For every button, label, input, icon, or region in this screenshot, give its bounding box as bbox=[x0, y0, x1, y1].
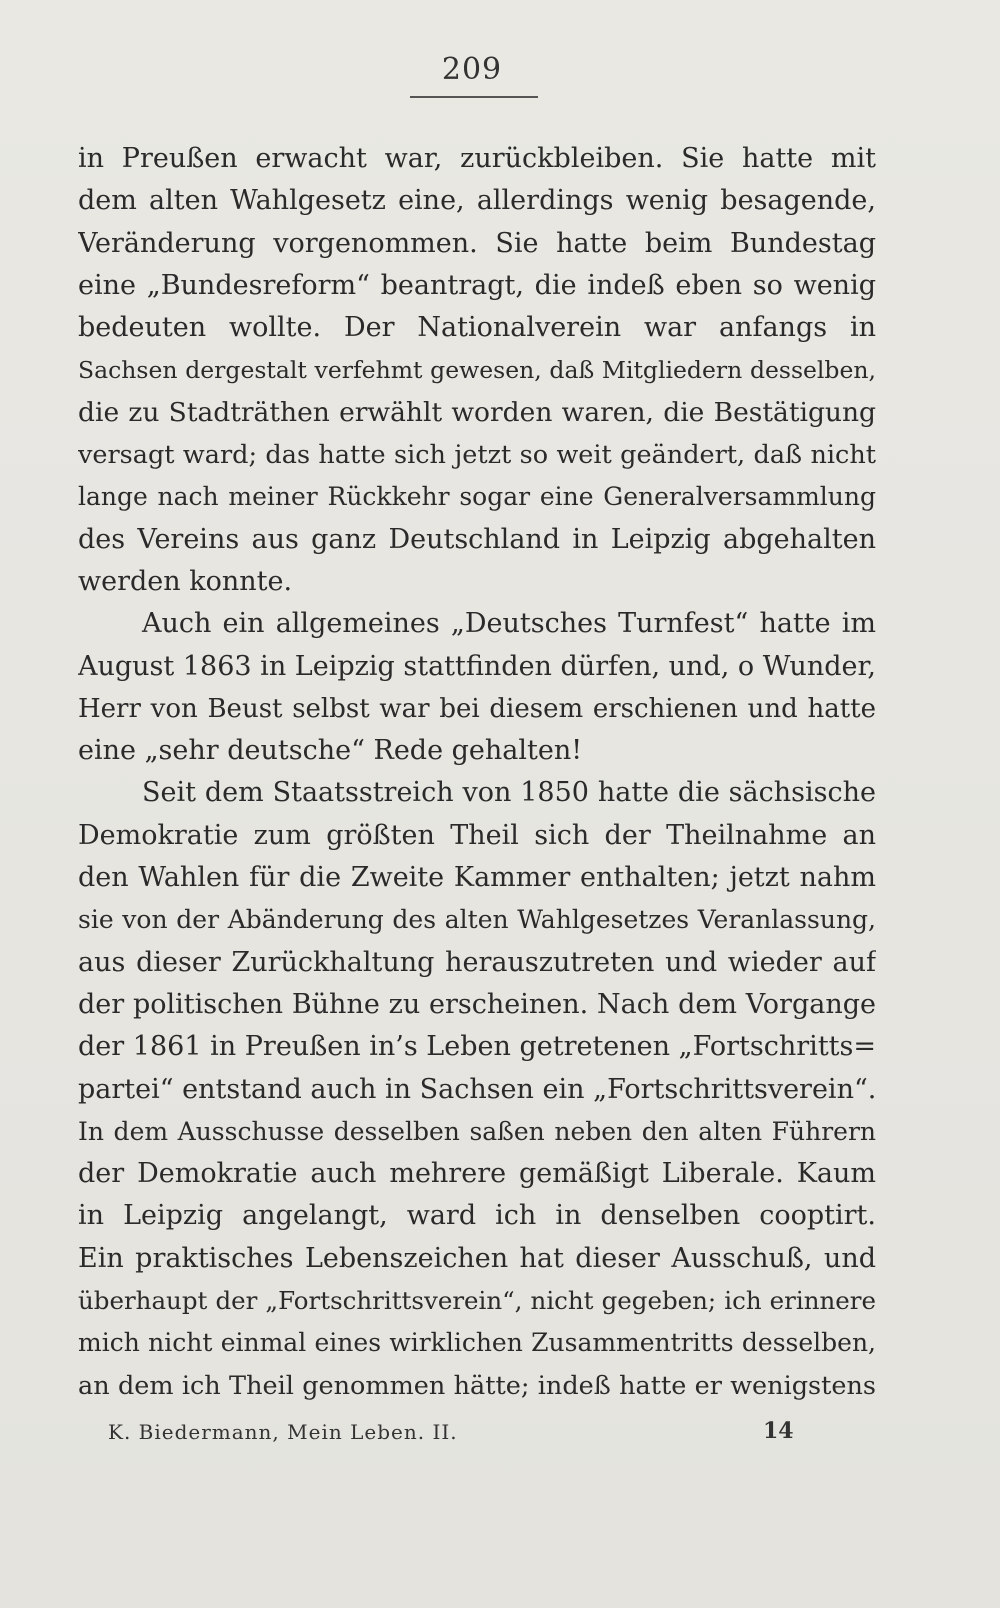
text-line: bedeuten wollte. Der Nationalverein war anfangs in bbox=[78, 312, 876, 344]
text-line: des Vereins aus ganz Deutschland in Leipzig abgehalten bbox=[78, 523, 876, 555]
text-line: lange nach meiner Rückkehr sogar eine Generalversammlung bbox=[78, 482, 876, 512]
text-line: der politischen Bühne zu erscheinen. Nach dem Vorgange bbox=[78, 988, 876, 1020]
text-line: in Preußen erwacht war, zurückbleiben. Sie hatte mit bbox=[78, 143, 876, 174]
text-line: sie von der Abänderung des alten Wahlgesetzes Veranlassung, bbox=[78, 905, 876, 935]
text-line: August 1863 in Leipzig stattfinden dürfen, und, o Wunder, bbox=[78, 650, 876, 682]
text-line: in Leipzig angelangt, ward ich in denselben cooptirt. bbox=[78, 1200, 876, 1232]
text-line: Veränderung vorgenommen. Sie hatte beim Bundestag bbox=[78, 227, 876, 259]
body-text bbox=[78, 138, 876, 1407]
text-line: Herr von Beust selbst war bei diesem erschienen und hatte bbox=[78, 693, 876, 724]
text-line: mich nicht einmal eines wirklichen Zusammentritts desselben, bbox=[78, 1328, 876, 1358]
header-rule bbox=[410, 96, 538, 98]
text-line: eine „Bundesreform“ beantragt, die indeß eben so wenig bbox=[78, 269, 876, 301]
text-line: die zu Stadträthen erwählt worden waren, die Bestätigung bbox=[78, 396, 876, 428]
text-line: den Wahlen für die Zweite Kammer enthalten; jetzt nahm bbox=[78, 862, 876, 894]
page-number: 209 bbox=[441, 52, 503, 87]
text-line: an dem ich Theil genommen hätte; indeß hatte er wenigstens bbox=[78, 1370, 876, 1401]
text-line: Seit dem Staatsstreich von 1850 hatte die sächsische bbox=[142, 777, 876, 809]
signature-line: K. Biedermann, Mein Leben. II. bbox=[108, 1420, 458, 1444]
text-line: Ein praktisches Lebenszeichen hat dieser Ausschuß, und bbox=[78, 1242, 876, 1274]
text-line: aus dieser Zurückhaltung herauszutreten und wieder auf bbox=[78, 946, 876, 978]
text-line: Demokratie zum größten Theil sich der Theilnahme an bbox=[78, 819, 876, 851]
text-line: partei“ entstand auch in Sachsen ein „Fortschrittsverein“. bbox=[78, 1073, 876, 1105]
text-line: Auch ein allgemeines „Deutsches Turnfest“ hatte im bbox=[142, 608, 876, 640]
text-line: versagt ward; das hatte sich jetzt so weit geändert, daß nicht bbox=[78, 440, 876, 471]
signature-number: 14 bbox=[763, 1418, 794, 1444]
text-line: der Demokratie auch mehrere gemäßigt Liberale. Kaum bbox=[78, 1158, 876, 1190]
text-line: der 1861 in Preußen in’s Leben getretenen „Fortschritts= bbox=[78, 1031, 876, 1063]
text-line: überhaupt der „Fortschrittsverein“, nicht gegeben; ich erinnere bbox=[78, 1286, 876, 1316]
text-line: eine „sehr deutsche“ Rede gehalten! bbox=[78, 735, 583, 767]
text-line: In dem Ausschusse desselben saßen neben den alten Führern bbox=[78, 1116, 876, 1146]
text-line: werden konnte. bbox=[78, 565, 293, 597]
text-line: dem alten Wahlgesetz eine, allerdings wenig besagende, bbox=[78, 185, 876, 217]
text-line: Sachsen dergestalt verfehmt gewesen, daß Mitgliedern desselben, bbox=[78, 356, 876, 385]
